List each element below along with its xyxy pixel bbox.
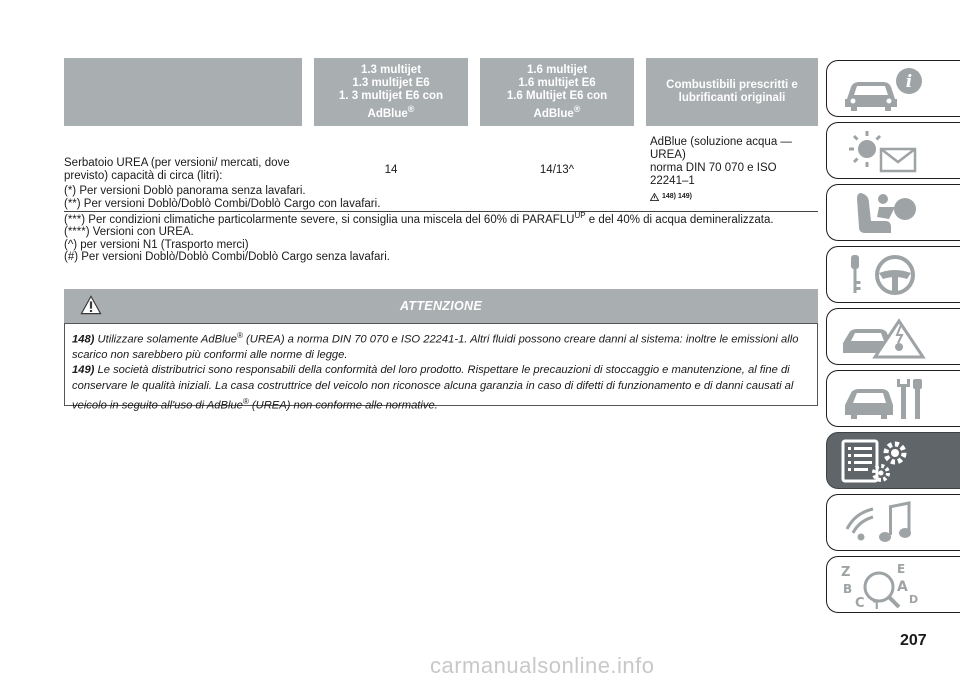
key-steering-wheel-icon: [839, 251, 929, 299]
footnote: (***) Per condizioni climatiche particolarmente severe, si consiglia una miscela del 60% di $PARAFLU^{UP}$ e del 40% di acqua demineralizzata.: [64, 211, 774, 226]
footnote: (*) Per versioni Doblò panorama senza lavafari.: [64, 185, 306, 197]
warning-item: 148) Utilizzare solamente AdBlue® (UREA) a norma DIN 70 070 e ISO 22241-1. Altri fluidi possono creare danni al sistema: inoltre le emissioni allo scarico non sarebbero più conformi alle norme di legge.: [72, 331, 799, 362]
index-letter: B: [843, 582, 853, 596]
tab-index[interactable]: [826, 556, 960, 613]
header-empty-cell: [64, 58, 308, 126]
table-header-row: [64, 58, 818, 126]
car-maintenance-icon: [839, 375, 929, 423]
index-letter: D: [909, 593, 919, 606]
warning-item: 149) Le società distributrici sono responsabili della conformità del loro prodotto. Rispettare le precauzioni di stoccaggio e manutenzione, al fine di conservare le qualità iniziali. La casa costruttrice del veicolo non riconosce alcuna garanzia in caso di difetti di funzionamento e di danni causati al veicolo in seguito all'uso di AdBlue® (UREA) non conforme alle normative.: [72, 364, 794, 412]
technical-data-icon: [839, 437, 929, 485]
watermark: carmanualsonline.info: [430, 653, 655, 678]
index-letter: C: [855, 596, 865, 609]
index-letter: T: [873, 599, 881, 609]
tab-safety[interactable]: [826, 184, 960, 241]
multimedia-icon: [839, 499, 929, 547]
seat-airbag-icon: [839, 189, 929, 237]
tab-starting-driving[interactable]: [826, 246, 960, 303]
value-engine-13: 14: [308, 126, 474, 211]
warning-content: [64, 323, 818, 412]
fluid-spec-cell: AdBlue (soluzione acqua — UREA) norma DIN 70 070 e ISO 22241–1 148) 149): [640, 126, 818, 211]
footnote: (**) Per versioni Doblò/Doblò Combi/Doblò Cargo con lavafari.: [64, 197, 381, 210]
svg-text:i: i: [905, 72, 913, 92]
value-engine-16: 14/13^: [474, 126, 640, 211]
header-engine-16: 1.6 multijet 1.6 multijet E6 1.6 Multijet E6 con AdBlue®: [474, 58, 640, 126]
tab-technical-data[interactable]: [826, 432, 960, 489]
page-number: 207: [900, 632, 927, 649]
tab-maintenance[interactable]: [826, 370, 960, 427]
warning-references[interactable]: 148) 149): [650, 190, 692, 203]
warning-title: ATTENZIONE: [400, 299, 482, 313]
index-letter: E: [897, 562, 906, 576]
footnote: (****) Versioni con UREA.: [64, 226, 194, 239]
car-emergency-icon: [839, 313, 929, 361]
footnotes: [64, 185, 818, 264]
tab-dashboard-lights[interactable]: [826, 122, 960, 179]
tab-multimedia[interactable]: [826, 494, 960, 551]
index-letter: Z: [841, 565, 851, 580]
footnote: (#) Per versioni Doblò/Doblò Combi/Doblò Cargo senza lavafari.: [64, 251, 390, 264]
index-letter: A: [897, 579, 908, 595]
alphabetical-index-icon: [839, 561, 929, 609]
row-label: Serbatoio UREA (per versioni/ mercati, dove previsto) capacità di circa (litri):: [64, 126, 308, 211]
tab-emergency[interactable]: [826, 308, 960, 365]
car-info-icon: [839, 65, 929, 113]
footnote: (^) per versioni N1 (Trasporto merci): [64, 238, 249, 251]
tab-knowing-the-car[interactable]: [826, 60, 960, 117]
header-fluids: Combustibili prescritti e lubrificanti originali: [640, 58, 818, 126]
warning-lights-message-icon: [839, 127, 929, 175]
header-engine-13: 1.3 multijet 1.3 multijet E6 1. 3 multijet E6 con AdBlue®: [308, 58, 474, 126]
warning-header: [64, 289, 818, 323]
